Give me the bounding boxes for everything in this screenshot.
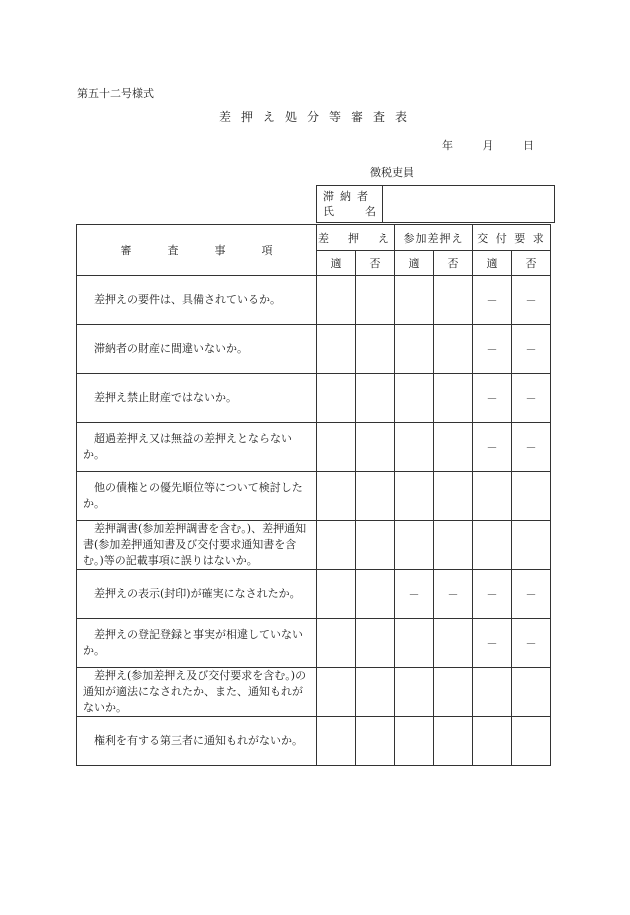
table-row bbox=[77, 521, 551, 570]
review-item-cell bbox=[77, 619, 317, 668]
check-cell[interactable] bbox=[512, 521, 551, 570]
not-applicable-mark: － bbox=[512, 423, 551, 472]
check-cell[interactable] bbox=[512, 668, 551, 717]
not-applicable-mark: － bbox=[512, 374, 551, 423]
not-applicable-mark: － bbox=[473, 570, 512, 619]
sub-header-ok: 適 bbox=[317, 251, 356, 276]
review-item-text: 差押調書(参加差押調書を含む。)、差押通知書(参加差押通知書及び交付要求通知書を含む。)等の記載事項に誤りはないか。 bbox=[83, 522, 307, 567]
not-applicable-mark: － bbox=[473, 325, 512, 374]
not-applicable-mark: － bbox=[512, 570, 551, 619]
check-cell[interactable] bbox=[473, 717, 512, 766]
table-row bbox=[77, 374, 551, 423]
table-row bbox=[77, 619, 551, 668]
not-applicable-mark: － bbox=[473, 276, 512, 325]
review-item-text: 他の債権との優先順位等について検討したか。 bbox=[83, 481, 303, 510]
name-label-shi: 氏 bbox=[323, 205, 334, 218]
review-item-cell bbox=[77, 374, 317, 423]
check-cell[interactable] bbox=[356, 276, 395, 325]
delinquent-name-box bbox=[316, 185, 555, 223]
review-item-cell bbox=[77, 472, 317, 521]
tax-officer-label: 徴税吏員 bbox=[370, 166, 414, 179]
check-cell[interactable] bbox=[434, 325, 473, 374]
not-applicable-mark: － bbox=[473, 423, 512, 472]
review-table bbox=[76, 224, 551, 766]
review-item-cell bbox=[77, 276, 317, 325]
check-cell[interactable] bbox=[395, 374, 434, 423]
review-item-text: 超過差押え又は無益の差押えとならないか。 bbox=[83, 432, 292, 461]
review-item-cell bbox=[77, 325, 317, 374]
table-row bbox=[77, 472, 551, 521]
sub-header-ng: 否 bbox=[434, 251, 473, 276]
check-cell[interactable] bbox=[356, 717, 395, 766]
check-cell[interactable] bbox=[395, 717, 434, 766]
check-cell[interactable] bbox=[356, 374, 395, 423]
sub-header-ng: 否 bbox=[356, 251, 395, 276]
check-cell[interactable] bbox=[395, 276, 434, 325]
check-cell[interactable] bbox=[395, 325, 434, 374]
review-item-text: 滞納者の財産に間違いないか。 bbox=[94, 342, 248, 355]
check-cell[interactable] bbox=[317, 374, 356, 423]
date-line bbox=[442, 137, 534, 153]
check-cell[interactable] bbox=[317, 276, 356, 325]
check-cell[interactable] bbox=[356, 619, 395, 668]
check-cell[interactable] bbox=[395, 619, 434, 668]
group-header-seizure: 差 押 え bbox=[317, 225, 395, 251]
review-item-text: 差押え禁止財産ではないか。 bbox=[94, 391, 237, 404]
check-cell[interactable] bbox=[395, 668, 434, 717]
check-cell[interactable] bbox=[317, 668, 356, 717]
check-cell[interactable] bbox=[434, 668, 473, 717]
check-cell[interactable] bbox=[434, 472, 473, 521]
sub-header-ok: 適 bbox=[473, 251, 512, 276]
delinquent-label-line1: 滞納者 bbox=[323, 190, 374, 203]
check-cell[interactable] bbox=[434, 717, 473, 766]
check-cell[interactable] bbox=[434, 619, 473, 668]
review-item-cell bbox=[77, 717, 317, 766]
check-cell[interactable] bbox=[317, 619, 356, 668]
check-cell[interactable] bbox=[473, 472, 512, 521]
check-cell[interactable] bbox=[317, 570, 356, 619]
check-cell[interactable] bbox=[434, 374, 473, 423]
delinquent-name-field[interactable] bbox=[383, 186, 554, 222]
sub-header-ng: 否 bbox=[512, 251, 551, 276]
date-year-label: 年 bbox=[442, 139, 453, 152]
review-item-cell bbox=[77, 423, 317, 472]
sub-header-ok: 適 bbox=[395, 251, 434, 276]
review-item-cell bbox=[77, 521, 317, 570]
table-row bbox=[77, 668, 551, 717]
check-cell[interactable] bbox=[395, 472, 434, 521]
check-cell[interactable] bbox=[317, 423, 356, 472]
group-header-participating-seizure: 参加差押え bbox=[395, 225, 473, 251]
review-item-text: 差押え(参加差押え及び交付要求を含む。)の通知が適法になされたか、また、通知もれがないか。 bbox=[83, 669, 307, 714]
date-day-label: 日 bbox=[523, 139, 534, 152]
not-applicable-mark: － bbox=[473, 619, 512, 668]
review-item-text: 権利を有する第三者に通知もれがないか。 bbox=[94, 734, 303, 747]
group-header-delivery-request: 交 付 要 求 bbox=[473, 225, 551, 251]
review-item-cell bbox=[77, 570, 317, 619]
check-cell[interactable] bbox=[317, 521, 356, 570]
check-cell[interactable] bbox=[356, 668, 395, 717]
review-item-cell bbox=[77, 668, 317, 717]
check-cell[interactable] bbox=[434, 521, 473, 570]
table-row bbox=[77, 423, 551, 472]
review-rows bbox=[77, 276, 551, 766]
not-applicable-mark: － bbox=[512, 619, 551, 668]
document-title: 差押え処分等審査表 bbox=[218, 110, 417, 124]
table-row bbox=[77, 325, 551, 374]
check-cell[interactable] bbox=[473, 521, 512, 570]
check-cell[interactable] bbox=[356, 521, 395, 570]
check-cell[interactable] bbox=[317, 472, 356, 521]
name-label-mei: 名 bbox=[365, 205, 376, 218]
delinquent-label-line2 bbox=[323, 204, 382, 219]
not-applicable-mark: － bbox=[395, 570, 434, 619]
not-applicable-mark: － bbox=[434, 570, 473, 619]
check-cell[interactable] bbox=[395, 521, 434, 570]
check-cell[interactable] bbox=[356, 325, 395, 374]
check-cell[interactable] bbox=[512, 717, 551, 766]
check-cell[interactable] bbox=[512, 472, 551, 521]
check-cell[interactable] bbox=[317, 325, 356, 374]
review-item-text: 差押えの要件は、具備されているか。 bbox=[94, 293, 281, 306]
check-cell[interactable] bbox=[395, 423, 434, 472]
check-cell[interactable] bbox=[356, 570, 395, 619]
check-cell[interactable] bbox=[356, 472, 395, 521]
check-cell[interactable] bbox=[434, 276, 473, 325]
table-row bbox=[77, 276, 551, 325]
table-row bbox=[77, 717, 551, 766]
review-item-text: 差押えの登記登録と事実が相違していないか。 bbox=[83, 628, 303, 657]
check-cell[interactable] bbox=[356, 423, 395, 472]
not-applicable-mark: － bbox=[473, 374, 512, 423]
not-applicable-mark: － bbox=[512, 325, 551, 374]
review-item-text: 差押えの表示(封印)が確実になされたか。 bbox=[94, 587, 301, 600]
not-applicable-mark: － bbox=[512, 276, 551, 325]
check-cell[interactable] bbox=[473, 668, 512, 717]
date-month-label: 月 bbox=[482, 139, 494, 152]
delinquent-name-label bbox=[317, 186, 383, 222]
form-number: 第五十二号様式 bbox=[77, 87, 154, 100]
check-cell[interactable] bbox=[434, 423, 473, 472]
item-header: 審査事項 bbox=[77, 225, 317, 276]
check-cell[interactable] bbox=[317, 717, 356, 766]
table-row bbox=[77, 570, 551, 619]
